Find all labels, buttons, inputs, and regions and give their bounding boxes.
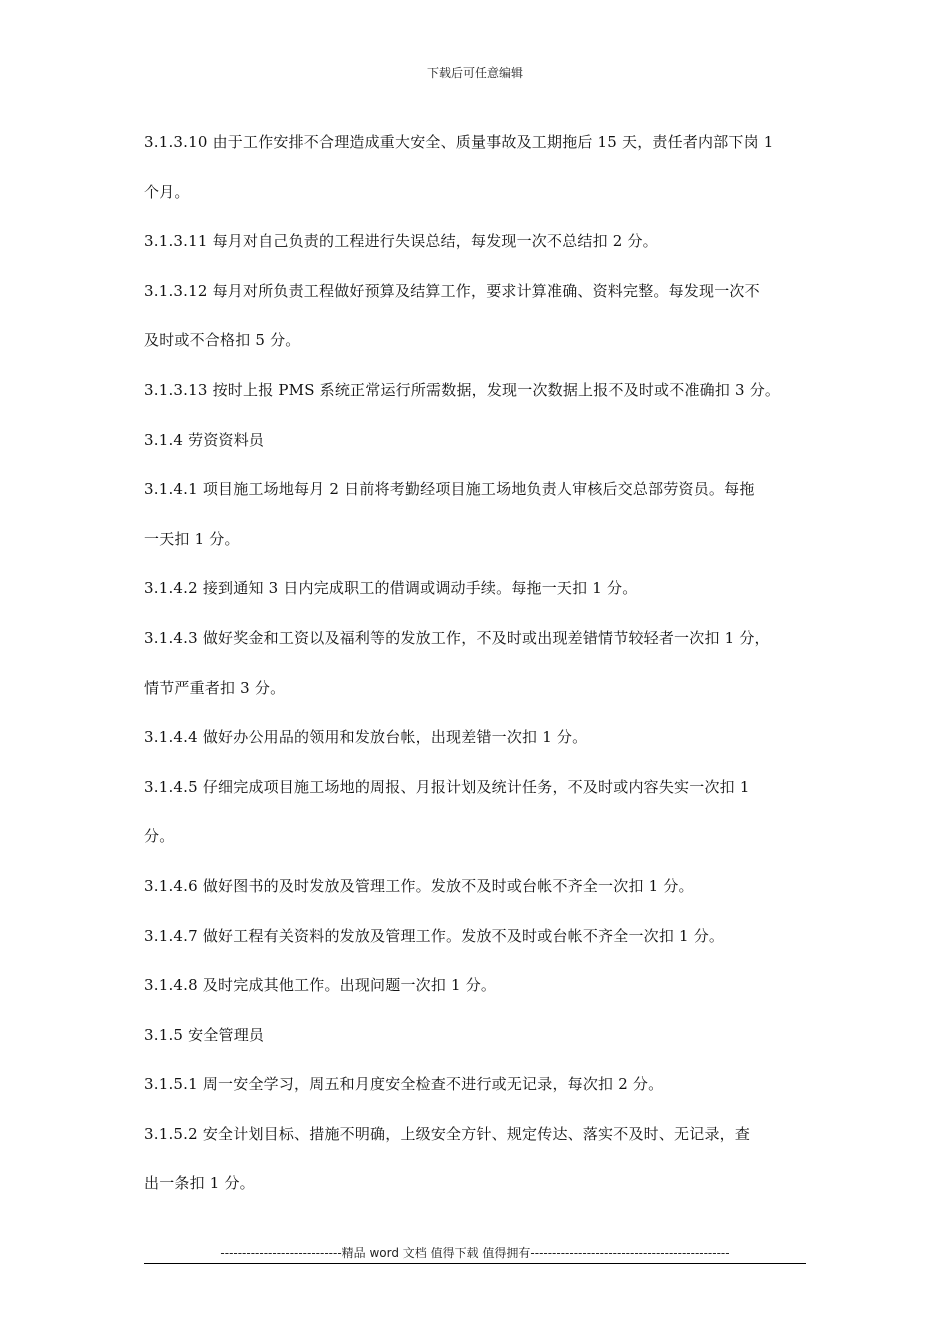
text-line: 及时或不合格扣 5 分。 (144, 331, 301, 350)
page-header: 下载后可任意编辑 (426, 66, 523, 80)
text-line: 3.1.4.6 做好图书的及时发放及管理工作。发放不及时或台帐不齐全一次扣 1 分。 (144, 876, 694, 895)
text-line: 3.1.4.1 项目施工场地每月 2 日前将考勤经项目施工场地负责人审核后交总部劳资员。每拖 (144, 480, 755, 499)
text-line: 分。 (144, 827, 175, 846)
text-line: 3.1.5.1 周一安全学习，周五和月度安全检查不进行或无记录，每次扣 2 分。 (144, 1075, 664, 1094)
section-heading: 3.1.5 安全管理员 (144, 1025, 265, 1044)
text-line: 3.1.4.4 做好办公用品的领用和发放台帐，出现差错一次扣 1 分。 (144, 728, 588, 747)
text-line: 3.1.4.3 做好奖金和工资以及福利等的发放工作，不及时或出现差错情节较轻者一次扣 1 分， (144, 628, 770, 647)
text-line: 3.1.5.2 安全计划目标、措施不明确，上级安全方针、规定传达、落实不及时、无记录，查 (144, 1124, 751, 1143)
text-line: 3.1.3.11 每月对自己负责的工程进行失误总结，每发现一次不总结扣 2 分。 (144, 232, 658, 251)
section-heading: 3.1.4 劳资资料员 (144, 430, 265, 449)
page-footer: ----------------------------精品 word 文档 值得下载 值得拥有---------------------------------------------- (220, 1246, 730, 1260)
text-line: 3.1.3.13 按时上报 PMS 系统正常运行所需数据，发现一次数据上报不及时或不准确扣 3 分。 (144, 380, 781, 399)
text-line: 3.1.4.8 及时完成其他工作。出现问题一次扣 1 分。 (144, 976, 497, 995)
document-body (144, 118, 810, 1209)
text-line: 情节严重者扣 3 分。 (144, 678, 286, 697)
text-line: 3.1.4.7 做好工程有关资料的发放及管理工作。发放不及时或台帐不齐全一次扣 1 分。 (144, 926, 725, 945)
text-line: 个月。 (144, 182, 190, 201)
text-line: 3.1.4.2 接到通知 3 日内完成职工的借调或调动手续。每拖一天扣 1 分。 (144, 579, 638, 598)
text-line: 出一条扣 1 分。 (144, 1174, 255, 1193)
text-line: 3.1.4.5 仔细完成项目施工场地的周报、月报计划及统计任务，不及时或内容失实一次扣 1 (144, 777, 750, 796)
text-line: 一天扣 1 分。 (144, 529, 240, 548)
footer-rule (144, 1263, 806, 1264)
text-line: 3.1.3.12 每月对所负责工程做好预算及结算工作，要求计算准确、资料完整。每发现一次不 (144, 281, 760, 300)
text-line: 3.1.3.10 由于工作安排不合理造成重大安全、质量事故及工期拖后 15 天，责任者内部下岗 1 (144, 133, 774, 151)
